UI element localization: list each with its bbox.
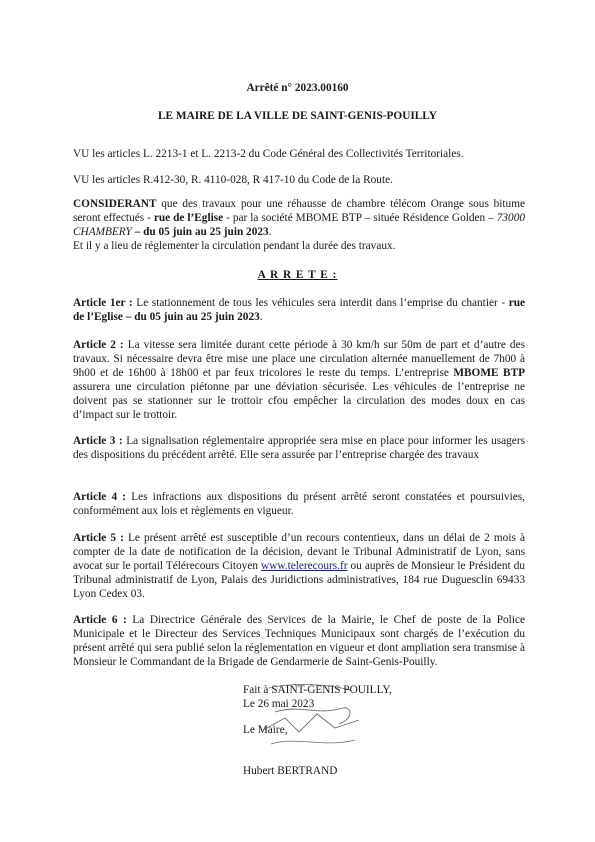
article-label: Article 5 : (73, 532, 124, 544)
signature-date: Le 26 mai 2023 (243, 698, 315, 710)
article-text-2: ou auprès de Monsieur le Président du Tribunal administratif de Lyon, Palais des Juridictions administratives, 184 rue Duguesclin 69433 Lyon Cedex 03. (73, 560, 525, 600)
arrete-number: Arrêté n° 2023.00160 (246, 82, 349, 94)
article-label: Article 1er : (73, 297, 133, 309)
article-5 (73, 531, 525, 601)
article-3 (73, 434, 525, 462)
article-company: MBOME BTP (453, 367, 526, 379)
article-text-2: assurera une circulation piétonne par une déviation sécurisée. Les véhicules de l’entreprise ne doivent pas se stationner sur le trottoir cfou empêcher la circulation des modes doux en cas d’impact sur le trottoir. (73, 381, 525, 421)
considerant-text-2: - par la société MBOME BTP – située Résidence Golden – (223, 212, 497, 224)
signature-role: Le Maire, (243, 724, 288, 736)
telerecours-link[interactable]: www.telerecours.fr (261, 560, 348, 572)
article-label: Article 2 : (73, 339, 124, 351)
considerant-lead: CONSIDERANT (73, 198, 157, 210)
signature-name: Hubert BERTRAND (243, 765, 338, 777)
considerant-dates: – du 05 juin au 25 juin 2023 (131, 226, 269, 238)
considerant-text-3: . (268, 226, 272, 238)
article-text: La vitesse sera limitée durant cette période à 30 km/h sur 50m de part et d’autre des travaux. Si nécessaire devra être mise une place une circulation alternée manuellement de 7h00 à 9h00 et de 16h00 à 18h00 et par feux tricolores le reste du temps. L’entreprise (73, 339, 525, 379)
article-text: La signalisation réglementaire appropriée sera mise en place pour informer les usagers des dispositions du précédent arrêté. Elle sera assurée par l’entreprise chargée des travaux (73, 435, 525, 461)
article-2 (73, 338, 525, 422)
considerant-city: 73000 CHAMBERY (73, 212, 525, 238)
considerant-text-1: que des travaux pour une réhausse de chambre télécom Orange sous bitume seront effectués - (73, 198, 525, 224)
article-text: Le stationnement de tous les véhicules sera interdit dans l’emprise du chantier - (132, 297, 509, 309)
article-bold-tail: rue de l’Eglise – du 05 juin au 25 juin 2023 (73, 297, 526, 323)
authority-title: LE MAIRE DE LA VILLE DE SAINT-GENIS-POUILLY (158, 110, 437, 122)
article-1 (73, 296, 525, 324)
vu-line-1: VU les articles L. 2213-1 et L. 2213-2 du Code Général des Collectivités Territoriales. (73, 148, 464, 160)
signature-place: Fait à SAINT-GENIS POUILLY, (243, 684, 392, 696)
vu-line-2: VU les articles R.412-30, R. 4110-028, R 417-10 du Code de la Route. (73, 174, 393, 186)
considerant-line-2: Et il y a lieu de réglementer la circulation pendant la durée des travaux. (73, 240, 396, 252)
article-label: Article 3 : (73, 435, 123, 447)
article-label: Article 4 : (73, 491, 127, 503)
considerant-street: rue de l’Eglise (153, 212, 224, 224)
article-text: Le présent arrêté est susceptible d’un recours contentieux, dans un délai de 2 mois à compter de la date de notification de la décision, devant le Tribunal Administratif de Lyon, sans avocat sur le portail Télérecours Citoyen (73, 532, 525, 572)
article-6 (73, 613, 525, 669)
article-end: . (259, 311, 263, 323)
article-label: Article 6 : (73, 614, 127, 626)
arrete-heading: A R R E T E : (257, 269, 338, 281)
article-4 (73, 490, 525, 518)
article-text: La Directrice Générale des Services de la Mairie, le Chef de poste de la Police Municipale et le Directeur des Services Techniques Municipaux sont chargés de l’exécution du présent arrêté qui sera publié selon la réglementation en vigueur et dont ampliation sera transmise à Monsieur le Commandant de la Brigade de Gendarmerie de Saint-Genis-Pouilly. (73, 614, 525, 668)
article-text: Les infractions aux dispositions du présent arrêté seront constatées et poursuivies, conformément aux lois et règlements en vigueur. (73, 491, 525, 517)
considerant-paragraph (73, 197, 525, 253)
